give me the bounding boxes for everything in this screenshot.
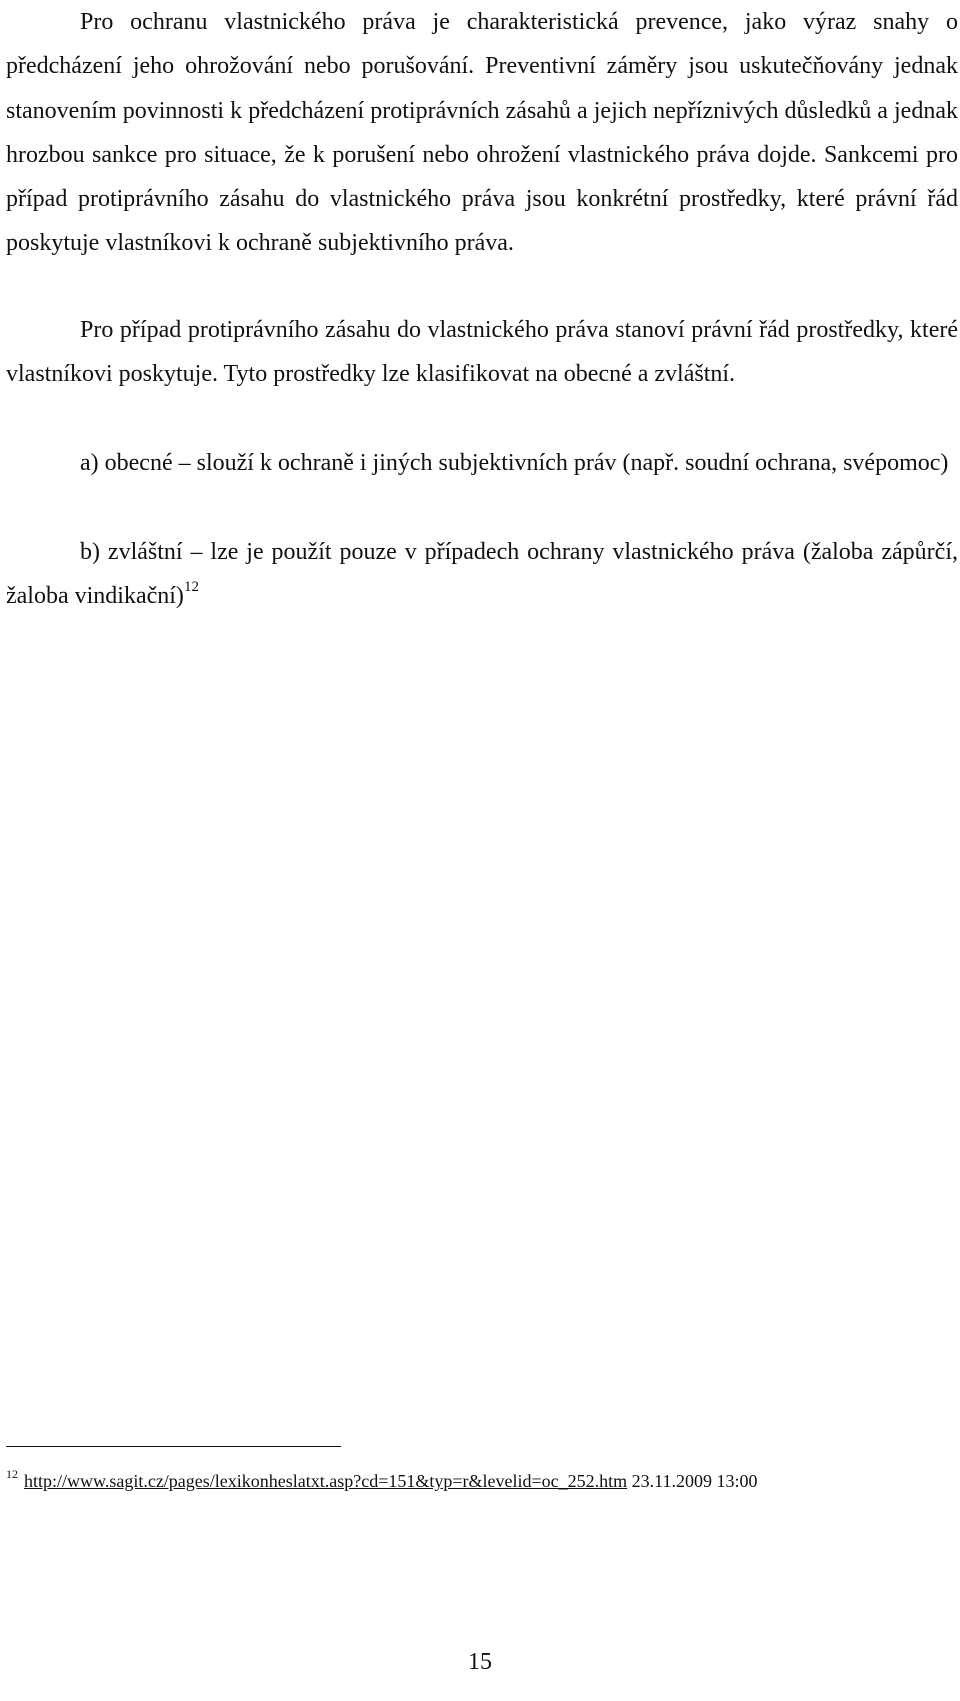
footnote-number: 12: [6, 1467, 18, 1481]
footnote-reference[interactable]: 12: [183, 579, 199, 596]
paragraph-prevention: Pro ochranu vlastnického práva je charakteristická prevence, jako výraz snahy o předcházení jeho ohrožování nebo porušování. Preventivní záměry jsou uskutečňovány jednak stanovením povinnosti k předcházení protiprávních zásahů a jejich nepříznivých důsledků a jednak hrozbou sankce pro situace, že k porušení nebo ohrožení vlastnického práva dojde. Sankcemi pro případ protiprávního zásahu do vlastnického práva jsou konkrétní prostředky, které právní řád poskytuje vlastníkovi k ochraně subjektivního práva.: [6, 9, 958, 257]
list-item-special-text: b) zvláštní – lze je použít pouze v případech ochrany vlastnického práva (žaloba zápůrčí, žaloba vindikační): [6, 539, 958, 610]
footnote-date: 23.11.2009 13:00: [627, 1471, 758, 1491]
footnote-separator: [6, 1446, 341, 1447]
list-item-special: [6, 530, 958, 619]
list-item-general: a) obecné – slouží k ochraně i jiných subjektivních práv (např. soudní ochrana, svépomoc): [80, 450, 949, 476]
footnote-link[interactable]: http://www.sagit.cz/pages/lexikonheslatxt.asp?cd=151&typ=r&levelid=oc_252.htm: [24, 1471, 628, 1491]
page-number: 15: [468, 1649, 492, 1675]
footnote: [6, 1468, 958, 1495]
paragraph-protection-means: Pro případ protiprávního zásahu do vlastnického práva stanoví právní řád prostředky, které vlastníkovi poskytuje. Tyto prostředky lze klasifikovat na obecné a zvláštní.: [6, 317, 958, 388]
